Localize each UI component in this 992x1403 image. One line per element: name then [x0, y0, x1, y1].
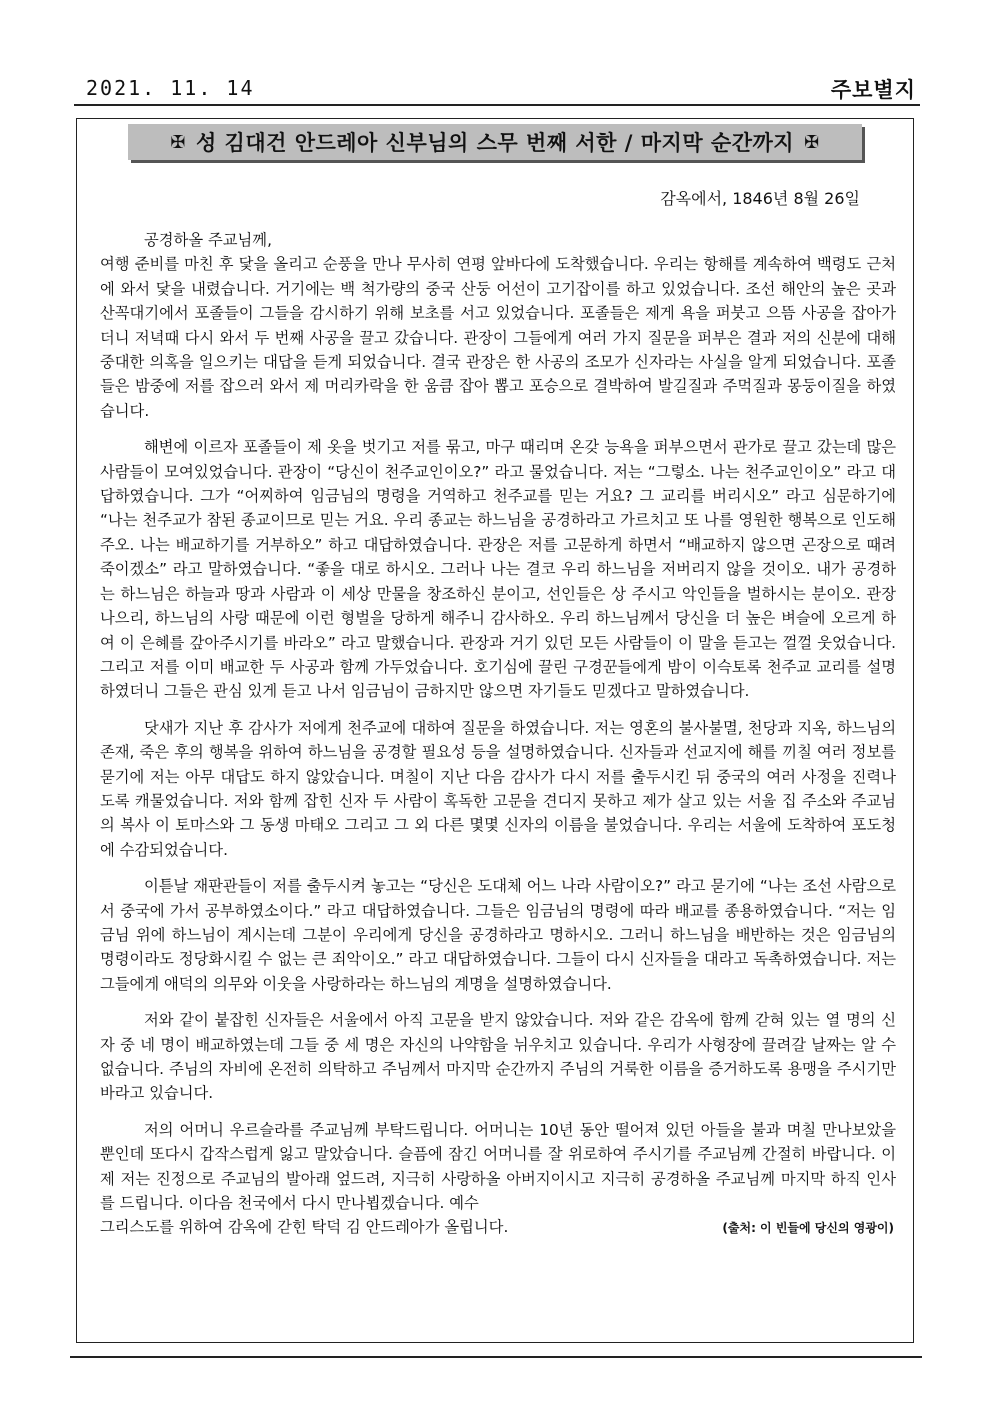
letter-salutation: 공경하올 주교님께,: [144, 231, 272, 249]
letter-paragraph: 이튿날 재판관들이 저를 출두시켜 놓고는 “당신은 도대체 어느 나라 사람이오?” 라고 묻기에 “나는 조선 사람으로서 중국에 가서 공부하였소이다.” 라고 대답하였습니다. 그들은 임금님의 명령에 따라 배교를 종용하였습니다. “저는 임금님 위에 하느님이 계시는데 그분이 우리에게 당신을 공경하라고 명하시오. 그러니 하느님을 배반하는 것은 임금님의 명령이라도 정당화시킬 수 없는 큰 죄악이오.” 라고 대답하였습니다. 그들이 다시 신자들을 대라고 독촉하였습니다. 저는 그들에게 애덕의 의무와 이웃을 사랑하라는 하느님의 계명을 설명하였습니다.: [100, 877, 896, 993]
letter-place-date: 감옥에서, 1846년 8월 26일: [660, 189, 860, 208]
cross-icon: ✠: [170, 131, 186, 153]
source-citation: (출처: 이 빈들에 당신의 영광이): [722, 1221, 894, 1236]
letter-paragraph: 해변에 이르자 포졸들이 제 옷을 벗기고 저를 묶고, 마구 때리며 온갖 능욕을 퍼부으면서 관가로 끌고 갔는데 많은 사람들이 모여있었습니다. 관장이 “당신이 천주교인이오?” 라고 물었습니다. 저는 “그렇소. 나는 천주교인이오” 라고 대답하였습니다. 그가 “어찌하여 임금님의 명령을 거역하고 천주교를 믿는 거요? 그 교리를 버리시오” 라고 심문하기에 “나는 천주교가 참된 종교이므로 믿는 거요. 우리 종교는 하느님을 공경하라고 가르치고 또 나를 영원한 행복으로 인도해 주오. 나는 배교하기를 거부하오” 하고 대답하였습니다. 관장은 저를 고문하게 하면서 “배교하지 않으면 곤장으로 때려 죽이겠소” 라고 말하였습니다. “좋을 대로 하시오. 그러나 나는 결코 우리 하느님을 저버리지 않을 것이오. 내가 공경하는 하느님은 하늘과 땅과 사람과 이 세상 만물을 창조하신 분이고, 선인들은 상 주시고 악인들을 벌하시는 분이오. 관장 나으리, 하느님의 사랑 때문에 이런 형벌을 당하게 해주니 감사하오. 우리 하느님께서 당신을 더 높은 벼슬에 오르게 하여 이 은혜를 갚아주시기를 바라오” 라고 말했습니다. 관장과 거기 있던 모든 사람들이 이 말을 듣고는 껄껄 웃었습니다. 그리고 저를 이미 배교한 두 사공과 함께 가두었습니다. 호기심에 끌린 구경꾼들에게 밤이 이슥토록 천주교 교리를 설명하였더니 그들은 관심 있게 듣고 나서 임금님이 금하지만 않으면 자기들도 믿겠다고 말하였습니다.: [100, 438, 896, 701]
cross-icon: ✠: [804, 131, 820, 153]
publication-name: 주보별지: [830, 78, 916, 102]
letter-paragraph: 닷새가 지난 후 감사가 저에게 천주교에 대하여 질문을 하였습니다. 저는 영혼의 불사불멸, 천당과 지옥, 하느님의 존재, 죽은 후의 행복을 위하여 하느님을 공경할 필요성 등을 설명하였습니다. 신자들과 선교지에 해를 끼칠 여러 정보를 묻기에 저는 아무 대답도 하지 않았습니다. 며칠이 지난 다음 감사가 다시 저를 출두시킨 뒤 중국의 여러 사정을 진력나도록 캐물었습니다. 저와 함께 잡힌 신자 두 사람이 혹독한 고문을 견디지 못하고 제가 살고 있는 서울 집 주소와 주교님의 복사 이 토마스와 그 동생 마태오 그리고 그 외 다른 몇몇 신자의 이름을 불었습니다. 우리는 서울에 도착하여 포도청에 수감되었습니다.: [100, 718, 896, 859]
header-divider: [74, 104, 920, 106]
article-title: 성 김대건 안드레아 신부님의 스무 번째 서한 / 마지막 순간까지: [195, 131, 795, 155]
letter-body: [100, 228, 896, 1241]
letter-paragraph: 저와 같이 붙잡힌 신자들은 서울에서 아직 고문을 받지 않았습니다. 저와 같은 감옥에 함께 갇혀 있는 열 명의 신자 중 네 명이 배교하였는데 그들 중 세 명은 자신의 나약함을 뉘우치고 있습니다. 우리가 사형장에 끌려갈 날짜는 알 수 없습니다. 주님의 자비에 온전히 의탁하고 주님께서 마지막 순간까지 주님의 거룩한 이름을 증거하도록 용맹을 주시기만 바라고 있습니다.: [100, 1011, 896, 1103]
letter-closing: 그리스도를 위하여 감옥에 갇힌 탁덕 김 안드레아가 올립니다.: [100, 1218, 509, 1237]
footer-divider: [70, 1356, 922, 1358]
page-header: [74, 70, 920, 102]
letter-paragraph: 저의 어머니 우르슬라를 주교님께 부탁드립니다. 어머니는 10년 동안 떨어져 있던 아들을 불과 며칠 만나보았을 뿐인데 또다시 갑작스럽게 잃고 말았습니다. 슬픔에 잠긴 어머니를 잘 위로하여 주시기를 주교님께 간절히 바랍니다. 이제 저는 진정으로 주교님의 발아래 엎드려, 지극히 사랑하올 아버지이시고 지극히 공경하올 주교님께 마지막 하직 인사를 드립니다. 이다음 천국에서 다시 만나뵙겠습니다. 예수: [100, 1120, 896, 1213]
article-title-bar: [128, 124, 862, 160]
issue-date: 2021. 11. 14: [86, 76, 255, 100]
closing-line: [100, 1215, 896, 1240]
letter-paragraph: 여행 준비를 마친 후 닻을 올리고 순풍을 만나 무사히 연평 앞바다에 도착했습니다. 우리는 항해를 계속하여 백령도 근처에 와서 닻을 내렸습니다. 거기에는 백 척가량의 중국 산둥 어선이 고기잡이를 하고 있었습니다. 조선 해안의 높은 곳과 산꼭대기에서 포졸들이 그들을 감시하기 위해 보초를 서고 있었습니다. 포졸들은 제게 욕을 퍼붓고 으뜸 사공을 잡아가더니 저녁때 다시 와서 두 번째 사공을 끌고 갔습니다. 관장이 그들에게 여러 가지 질문을 퍼부은 결과 저의 신분에 대해 중대한 의혹을 일으키는 대답을 듣게 되었습니다. 결국 관장은 한 사공의 조모가 신자라는 사실을 알게 되었습니다. 포졸들은 밤중에 저를 잡으러 와서 제 머리카락을 한 움큼 잡아 뽑고 포승으로 결박하여 발길질과 주먹질과 몽둥이질을 하였습니다.: [100, 255, 896, 420]
